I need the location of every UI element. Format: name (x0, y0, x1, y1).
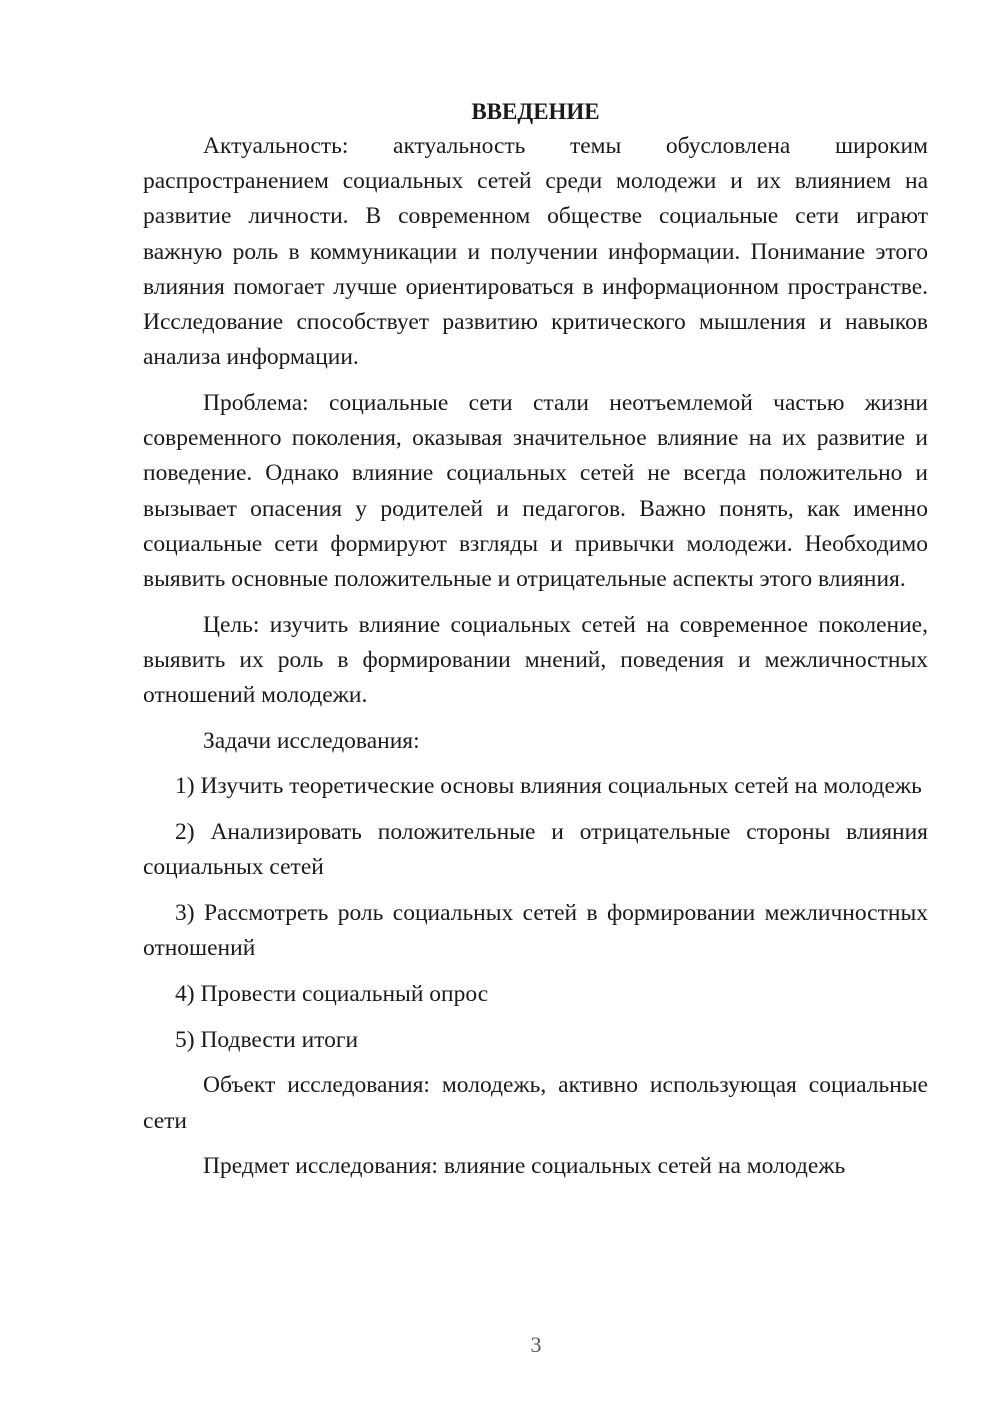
problem-paragraph: Проблема: социальные сети стали неотъемлемой частью жизни современного поколения, оказывая значительное влияние на их развитие и поведение. Однако влияние социальных сетей не всегда положительно и вызывает опасения у родителей и педагогов. Важно понять, как именно социальные сети формируют взгляды и привычки молодежи. Необходимо выявить основные положительные и отрицательные аспекты этого влияния. (143, 389, 928, 592)
goal-paragraph: Цель: изучить влияние социальных сетей на современное поколение, выявить их роль в формировании мнений, поведения и межличностных отношений молодежи. (143, 611, 928, 709)
relevance-paragraph: Актуальность: актуальность темы обусловлена широким распространением социальных сетей среди молодежи и их влиянием на развитие личности. В современном обществе социальные сети играют важную роль в коммуникации и получении информации. Понимание этого влияния помогает лучше ориентироваться в информационном пространстве. Исследование способствует развитию критического мышления и навыков анализа информации. (143, 133, 928, 371)
task-item-1: 1) Изучить теоретические основы влияния социальных сетей на молодежь (175, 773, 922, 800)
task-item-2: 2) Анализировать положительные и отрицательные стороны влияния социальных сетей (143, 819, 928, 881)
section-heading: ВВЕДЕНИЕ (471, 99, 600, 124)
task-item-4: 4) Провести социальный опрос (175, 980, 489, 1007)
tasks-heading: Задачи исследования: (203, 727, 420, 754)
subject-paragraph: Предмет исследования: влияние социальных сетей на молодежь (203, 1153, 846, 1180)
object-paragraph: Объект исследования: молодежь, активно использующая социальные сети (143, 1072, 928, 1134)
task-item-3: 3) Рассмотреть роль социальных сетей в формировании межличностных отношений (143, 900, 928, 962)
document-page (143, 94, 928, 1184)
page-number: 3 (530, 1332, 542, 1357)
task-item-5: 5) Подвести итоги (175, 1026, 359, 1053)
